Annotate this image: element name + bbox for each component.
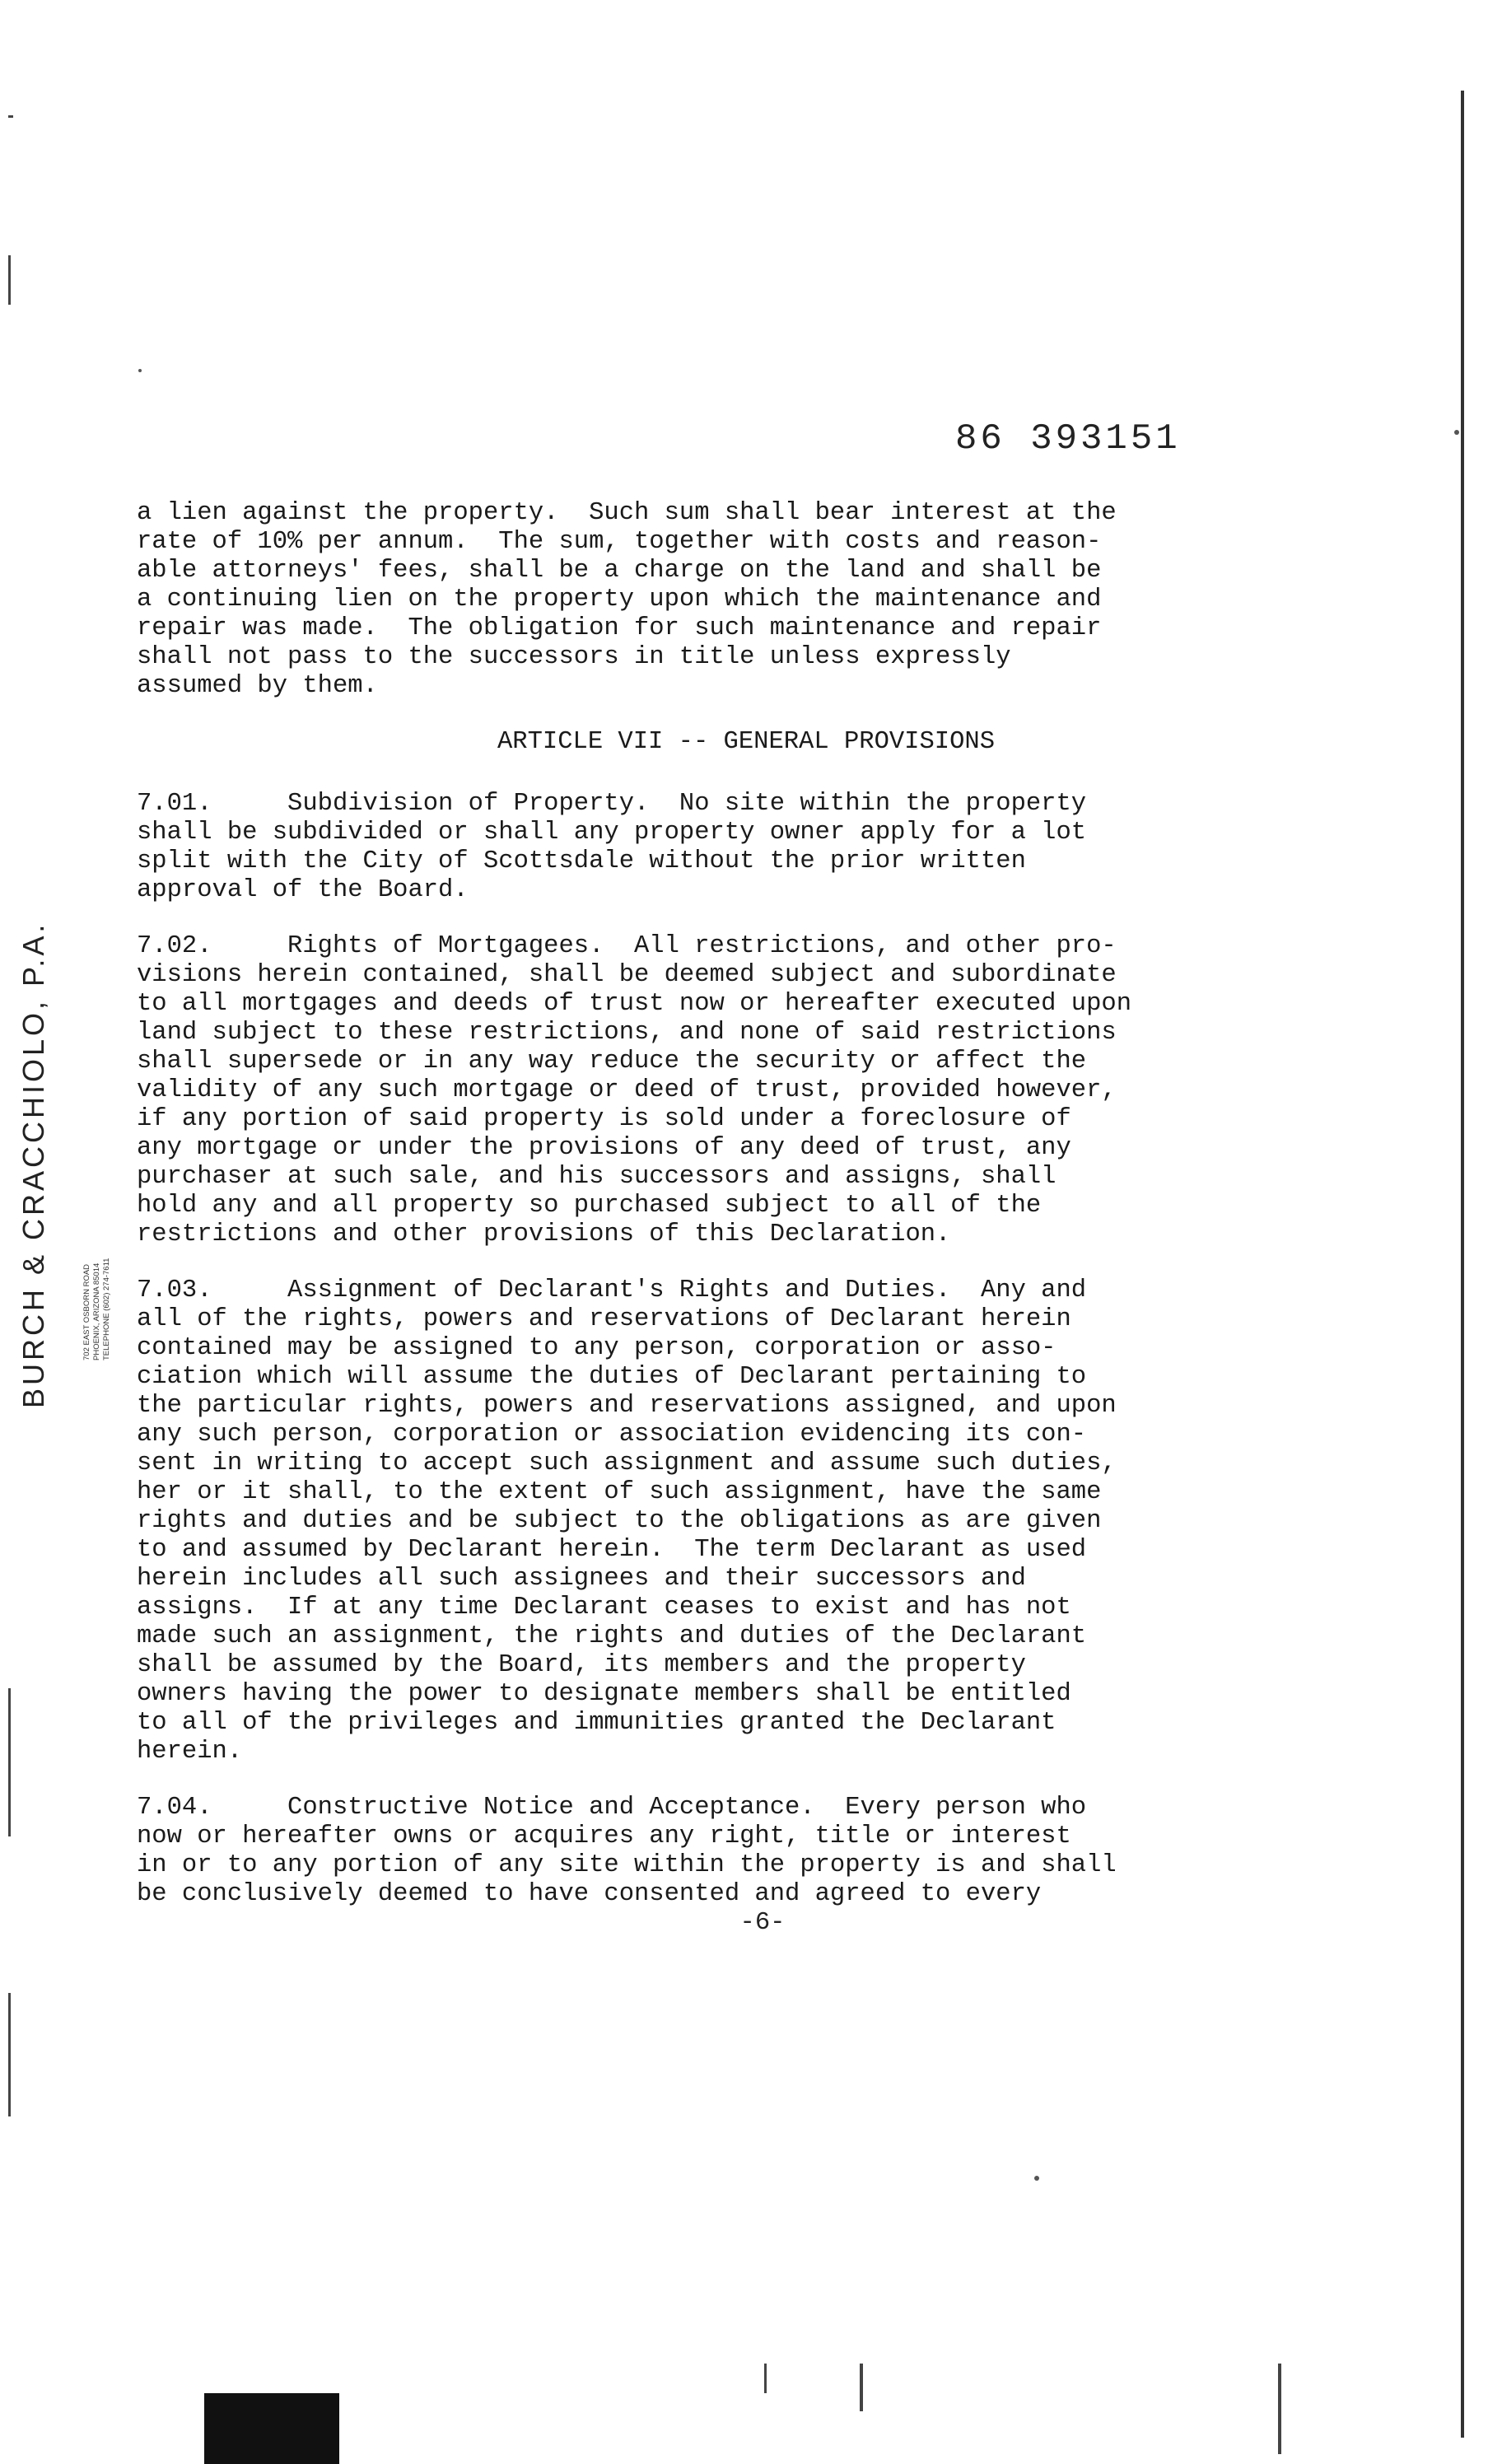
text-line: her or it shall, to the extent of such assignment, have the same — [137, 1478, 1102, 1506]
law-firm-address — [82, 1258, 112, 1360]
text-line: contained may be assigned to any person, corporation or asso- — [137, 1334, 1057, 1362]
text-line: hold any and all property so purchased subject to all of the — [137, 1192, 1042, 1220]
text-line: shall not pass to the successors in title unless expressly — [137, 643, 1011, 671]
scan-mark — [8, 1688, 11, 1836]
text-line: shall be subdivided or shall any property owner apply for a lot — [137, 819, 1087, 847]
address-line: 702 EAST OSBORN ROAD — [82, 1263, 91, 1360]
text-line: herein. — [137, 1738, 243, 1766]
text-line: validity of any such mortgage or deed of trust, provided however, — [137, 1076, 1117, 1104]
text-line: to and assumed by Declarant herein. The term Declarant as used — [137, 1536, 1087, 1564]
text-line: assumed by them. — [137, 672, 378, 700]
text-line: ciation which will assume the duties of Declarant pertaining to — [137, 1363, 1087, 1391]
text-line: rate of 10% per annum. The sum, together with costs and reason- — [137, 528, 1102, 556]
text-line: a continuing lien on the property upon which the maintenance and — [137, 586, 1102, 614]
scan-mark — [8, 115, 13, 118]
scan-mark — [860, 2364, 863, 2411]
text-line: any such person, corporation or association evidencing its con- — [137, 1421, 1087, 1449]
text-line: land subject to these restrictions, and none of said restrictions — [137, 1019, 1117, 1047]
address-line: TELEPHONE (602) 274-7611 — [102, 1258, 111, 1360]
text-line: owners having the power to designate members shall be entitled — [137, 1680, 1071, 1708]
text-line: herein includes all such assignees and their successors and — [137, 1565, 1026, 1593]
text-line: if any portion of said property is sold under a foreclosure of — [137, 1105, 1071, 1133]
text-line: assigns. If at any time Declarant ceases to exist and has not — [137, 1594, 1071, 1622]
text-line: made such an assignment, the rights and duties of the Declarant — [137, 1622, 1087, 1650]
text-line: any mortgage or under the provisions of any deed of trust, any — [137, 1134, 1071, 1162]
section-7-01 — [137, 790, 1298, 905]
law-firm-name: BURCH & CRACCHIOLO, P.A. — [16, 921, 50, 1408]
scan-mark — [1278, 2364, 1281, 2454]
text-line: shall supersede or in any way reduce the security or affect the — [137, 1048, 1087, 1076]
text-line: to all mortgages and deeds of trust now or hereafter executed upon — [137, 990, 1131, 1018]
scan-black-mark — [204, 2393, 339, 2464]
recording-number: 86 393151 — [955, 418, 1181, 460]
scan-edge-line — [1461, 91, 1464, 2438]
text-line: a lien against the property. Such sum shall bear interest at the — [137, 499, 1117, 527]
section-7-03 — [137, 1276, 1298, 1766]
text-line: now or hereafter owns or acquires any right, title or interest — [137, 1822, 1071, 1850]
text-line: to all of the privileges and immunities granted the Declarant — [137, 1709, 1057, 1737]
scan-speck — [138, 369, 142, 372]
text-line: shall be assumed by the Board, its members and the property — [137, 1651, 1026, 1679]
text-line: repair was made. The obligation for such maintenance and repair — [137, 614, 1102, 642]
text-line: purchaser at such sale, and his successors and assigns, shall — [137, 1163, 1057, 1191]
scan-mark — [764, 2364, 767, 2393]
text-line: in or to any portion of any site within the property is and shall — [137, 1851, 1117, 1879]
text-line: able attorneys' fees, shall be a charge on the land and shall be — [137, 557, 1102, 585]
text-line: 7.02. Rights of Mortgagees. All restrictions, and other pro- — [137, 932, 1117, 960]
text-line: all of the rights, powers and reservations of Declarant herein — [137, 1305, 1071, 1333]
text-line: be conclusively deemed to have consented and agreed to every — [137, 1880, 1042, 1908]
continuation-paragraph — [137, 499, 1298, 701]
section-7-04 — [137, 1794, 1298, 1909]
text-line: 7.03. Assignment of Declarant's Rights and Duties. Any and — [137, 1276, 1087, 1304]
text-line: the particular rights, powers and reservations assigned, and upon — [137, 1392, 1117, 1420]
document-body — [137, 499, 1298, 1936]
page-number: -6- — [739, 1909, 786, 1937]
text-line: 7.01. Subdivision of Property. No site within the property — [137, 790, 1087, 818]
scan-mark — [8, 1993, 11, 2116]
scan-mark — [8, 255, 11, 305]
scan-speck — [1034, 2176, 1039, 2181]
article-heading: ARTICLE VII -- GENERAL PROVISIONS — [497, 728, 995, 756]
text-line: restrictions and other provisions of this Declaration. — [137, 1220, 951, 1248]
text-line: rights and duties and be subject to the obligations as are given — [137, 1507, 1102, 1535]
text-line: 7.04. Constructive Notice and Acceptance. Every person who — [137, 1794, 1087, 1822]
text-line: visions herein contained, shall be deemed subject and subordinate — [137, 961, 1117, 989]
scan-speck — [1454, 430, 1459, 435]
text-line: approval of the Board. — [137, 876, 469, 904]
text-line: split with the City of Scottsdale without the prior written — [137, 847, 1026, 875]
address-line: PHOENIX, ARIZONA 85014 — [92, 1262, 101, 1360]
section-7-02 — [137, 932, 1298, 1249]
text-line: sent in writing to accept such assignment and assume such duties, — [137, 1449, 1117, 1477]
